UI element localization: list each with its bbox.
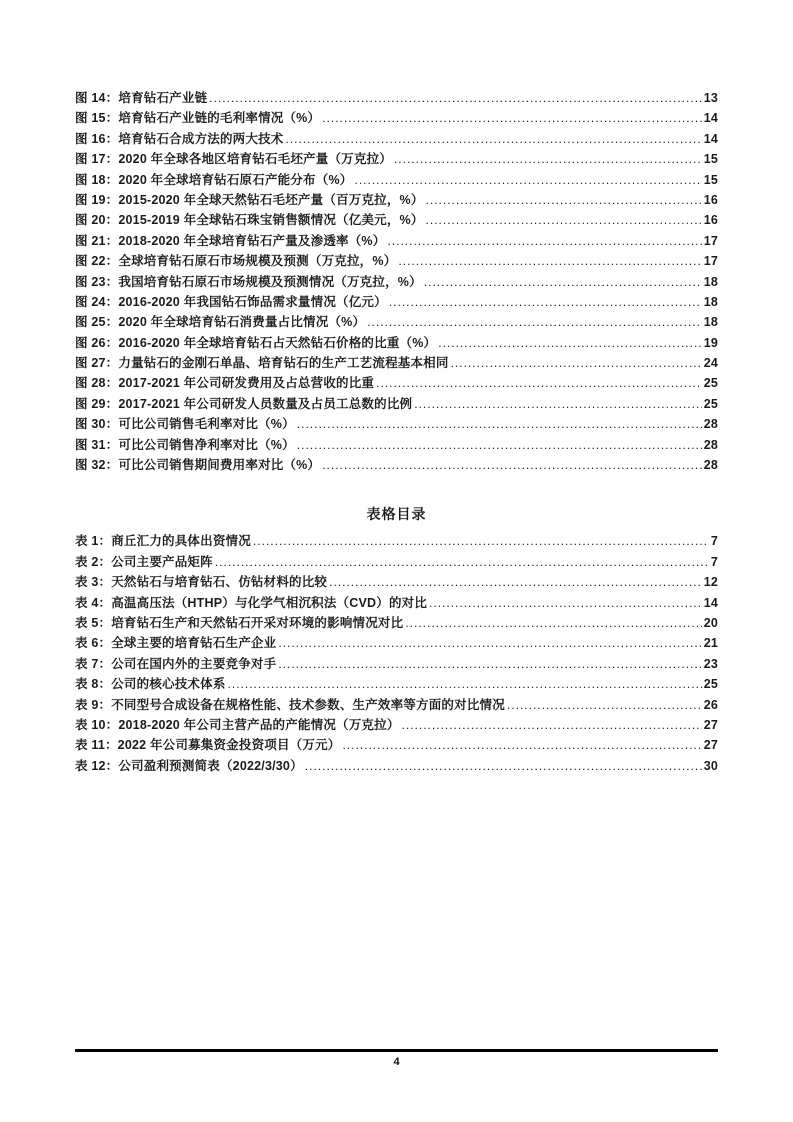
toc-entry-label: 图 16：培育钻石合成方法的两大技术: [75, 131, 284, 146]
toc-entry-page: 23: [703, 656, 718, 671]
toc-entry-page: 26: [703, 697, 718, 712]
toc-dot-leader: [209, 91, 701, 105]
toc-entry[interactable]: [75, 633, 718, 653]
toc-entry[interactable]: [75, 373, 718, 393]
tables-toc-section: [75, 504, 718, 776]
toc-entry-label: 图 28：2017-2021 年公司研发费用及占总营收的比重: [75, 376, 375, 391]
toc-entry-label: 图 17：2020 年全球各地区培育钻石毛坯产量（万克拉）: [75, 152, 392, 167]
toc-entry-label: 图 30：可比公司销售毛利率对比（%）: [75, 417, 295, 432]
toc-entry[interactable]: [75, 333, 718, 353]
toc-entry-page: 18: [703, 294, 718, 309]
toc-dot-leader: [322, 458, 701, 472]
toc-entry-label: 表 8：公司的核心技术体系: [75, 677, 226, 692]
toc-entry[interactable]: [75, 312, 718, 332]
toc-dot-leader: [278, 636, 701, 650]
toc-entry[interactable]: [75, 435, 718, 455]
toc-entry[interactable]: [75, 455, 718, 475]
toc-dot-leader: [398, 254, 701, 268]
toc-entry[interactable]: [75, 613, 718, 633]
toc-entry-label: 图 29：2017-2021 年公司研发人员数量及占员工总数的比例: [75, 396, 413, 411]
toc-dot-leader: [278, 657, 701, 671]
toc-dot-leader: [322, 111, 701, 125]
toc-entry-label: 图 18：2020 年全球培育钻石原石产能分布（%）: [75, 172, 353, 187]
toc-entry-label: 图 22：全球培育钻石原石市场规模及预测（万克拉，%）: [75, 254, 397, 269]
toc-entry-label: 图 14：培育钻石产业链: [75, 91, 208, 105]
toc-entry-label: 表 3：天然钻石与培育钻石、仿钻材料的比较: [75, 575, 328, 590]
toc-dot-leader: [354, 173, 701, 187]
toc-entry[interactable]: [75, 129, 718, 149]
toc-entry-page: 27: [703, 717, 718, 732]
toc-entry[interactable]: [75, 695, 718, 715]
toc-entry[interactable]: [75, 756, 718, 776]
toc-entry-page: 25: [703, 396, 718, 411]
toc-entry-label: 表 1：商丘汇力的具体出资情况: [75, 534, 251, 549]
toc-dot-leader: [387, 234, 701, 248]
toc-entry[interactable]: [75, 251, 718, 271]
toc-dot-leader: [405, 616, 701, 630]
toc-entry[interactable]: [75, 735, 718, 755]
toc-entry-page: 15: [703, 172, 718, 187]
toc-entry-label: 表 10：2018-2020 年公司主营产品的产能情况（万克拉）: [75, 717, 400, 732]
toc-dot-leader: [426, 213, 702, 227]
figures-toc-section: [75, 88, 718, 475]
toc-dot-leader: [438, 336, 701, 350]
toc-dot-leader: [253, 534, 709, 548]
footer-rule: [75, 1049, 718, 1052]
toc-entry[interactable]: [75, 292, 718, 312]
toc-dot-leader: [429, 596, 702, 610]
toc-entry-page: 17: [703, 233, 718, 248]
toc-entry[interactable]: [75, 715, 718, 735]
toc-entry-page: 18: [703, 274, 718, 289]
toc-dot-leader: [451, 356, 702, 370]
toc-entry-label: 图 15：培育钻石产业链的毛利率情况（%）: [75, 111, 321, 126]
toc-entry-page: 25: [703, 376, 718, 391]
toc-dot-leader: [376, 376, 702, 390]
toc-dot-leader: [394, 152, 702, 166]
toc-entry-page: 12: [703, 575, 718, 590]
toc-entry-page: 15: [703, 152, 718, 167]
toc-entry-page: 20: [703, 615, 718, 630]
toc-entry[interactable]: [75, 88, 718, 108]
toc-entry-label: 表 7：公司在国内外的主要竞争对手: [75, 656, 277, 671]
toc-dot-leader: [414, 397, 701, 411]
toc-entry-page: 21: [703, 636, 718, 651]
toc-entry-label: 表 9：不同型号合成设备在规格性能、技术参数、生产效率等方面的对比情况: [75, 697, 505, 712]
toc-entry-page: 17: [703, 254, 718, 269]
toc-dot-leader: [342, 738, 701, 752]
toc-entry-page: 28: [703, 437, 718, 452]
toc-dot-leader: [402, 718, 702, 732]
toc-dot-leader: [297, 438, 702, 452]
toc-dot-leader: [389, 295, 702, 309]
toc-entry-label: 表 12：公司盈利预测简表（2022/3/30）: [75, 758, 303, 773]
toc-entry-label: 图 24：2016-2020 年我国钻石饰品需求量情况（亿元）: [75, 294, 387, 309]
toc-entry-label: 图 32：可比公司销售期间费用率对比（%）: [75, 458, 321, 473]
toc-entry-label: 表 4：高温高压法（HTHP）与化学气相沉积法（CVD）的对比: [75, 595, 428, 610]
toc-entry-label: 表 2：公司主要产品矩阵: [75, 554, 213, 569]
toc-dot-leader: [424, 275, 702, 289]
toc-dot-leader: [297, 417, 702, 431]
toc-entry[interactable]: [75, 654, 718, 674]
toc-entry[interactable]: [75, 353, 718, 373]
toc-entry-label: 表 5：培育钻石生产和天然钻石开采对环境的影响情况对比: [75, 615, 404, 630]
toc-dot-leader: [367, 315, 702, 329]
toc-entry-page: 7: [710, 534, 718, 549]
toc-content: [75, 88, 718, 776]
toc-entry-page: 27: [703, 738, 718, 753]
toc-entry-label: 表 6：全球主要的培育钻石生产企业: [75, 636, 277, 651]
page-number: 4: [393, 1056, 400, 1068]
toc-entry-label: 图 23：我国培育钻石原石市场规模及预测情况（万克拉，%）: [75, 274, 422, 289]
toc-entry[interactable]: [75, 190, 718, 210]
toc-entry-page: 14: [703, 131, 718, 146]
toc-dot-leader: [426, 193, 702, 207]
toc-entry-label: 图 21：2018-2020 年全球培育钻石产量及渗透率（%）: [75, 233, 386, 248]
toc-entry-label: 图 20：2015-2019 年全球钻石珠宝销售额情况（亿美元，%）: [75, 213, 424, 228]
toc-entry-label: 图 26：2016-2020 年全球培育钻石占天然钻石价格的比重（%）: [75, 335, 437, 350]
toc-entry-page: 28: [703, 458, 718, 473]
toc-entry-label: 图 19：2015-2020 年全球天然钻石毛坯产量（百万克拉，%）: [75, 192, 424, 207]
toc-entry[interactable]: [75, 593, 718, 613]
toc-entry-page: 16: [703, 192, 718, 207]
tables-toc-heading: 表格目录: [366, 506, 427, 523]
toc-entry-page: 24: [703, 356, 718, 371]
toc-dot-leader: [329, 575, 702, 589]
toc-entry[interactable]: [75, 108, 718, 128]
toc-entry-page: 28: [703, 417, 718, 432]
toc-entry[interactable]: [75, 272, 718, 292]
toc-entry-page: 25: [703, 677, 718, 692]
toc-entry[interactable]: [75, 414, 718, 434]
toc-dot-leader: [305, 759, 702, 773]
toc-entry-page: 7: [710, 554, 718, 569]
toc-entry-label: 图 27：力量钻石的金刚石单晶、培育钻石的生产工艺流程基本相同: [75, 356, 449, 371]
toc-entry-label: 图 31：可比公司销售净利率对比（%）: [75, 437, 295, 452]
toc-entry[interactable]: [75, 531, 718, 551]
toc-entry[interactable]: [75, 170, 718, 190]
toc-entry[interactable]: [75, 572, 718, 592]
toc-entry[interactable]: [75, 552, 718, 572]
toc-entry-page: 13: [703, 91, 718, 105]
tables-toc-list: [75, 531, 718, 776]
figures-toc-list: [75, 88, 718, 475]
toc-entry-page: 30: [703, 758, 718, 773]
toc-dot-leader: [228, 677, 702, 691]
toc-entry[interactable]: [75, 231, 718, 251]
toc-entry-page: 14: [703, 595, 718, 610]
toc-entry-page: 14: [703, 111, 718, 126]
toc-dot-leader: [285, 132, 701, 146]
toc-entry-label: 表 11：2022 年公司募集资金投资项目（万元）: [75, 738, 341, 753]
toc-entry[interactable]: [75, 210, 718, 230]
toc-entry[interactable]: [75, 149, 718, 169]
toc-entry-label: 图 25：2020 年全球培育钻石消费量占比情况（%）: [75, 315, 366, 330]
toc-dot-leader: [215, 555, 709, 569]
toc-entry[interactable]: [75, 674, 718, 694]
toc-entry-page: 19: [703, 335, 718, 350]
toc-entry[interactable]: [75, 394, 718, 414]
toc-entry-page: 18: [703, 315, 718, 330]
toc-dot-leader: [507, 698, 702, 712]
toc-entry-page: 16: [703, 213, 718, 228]
